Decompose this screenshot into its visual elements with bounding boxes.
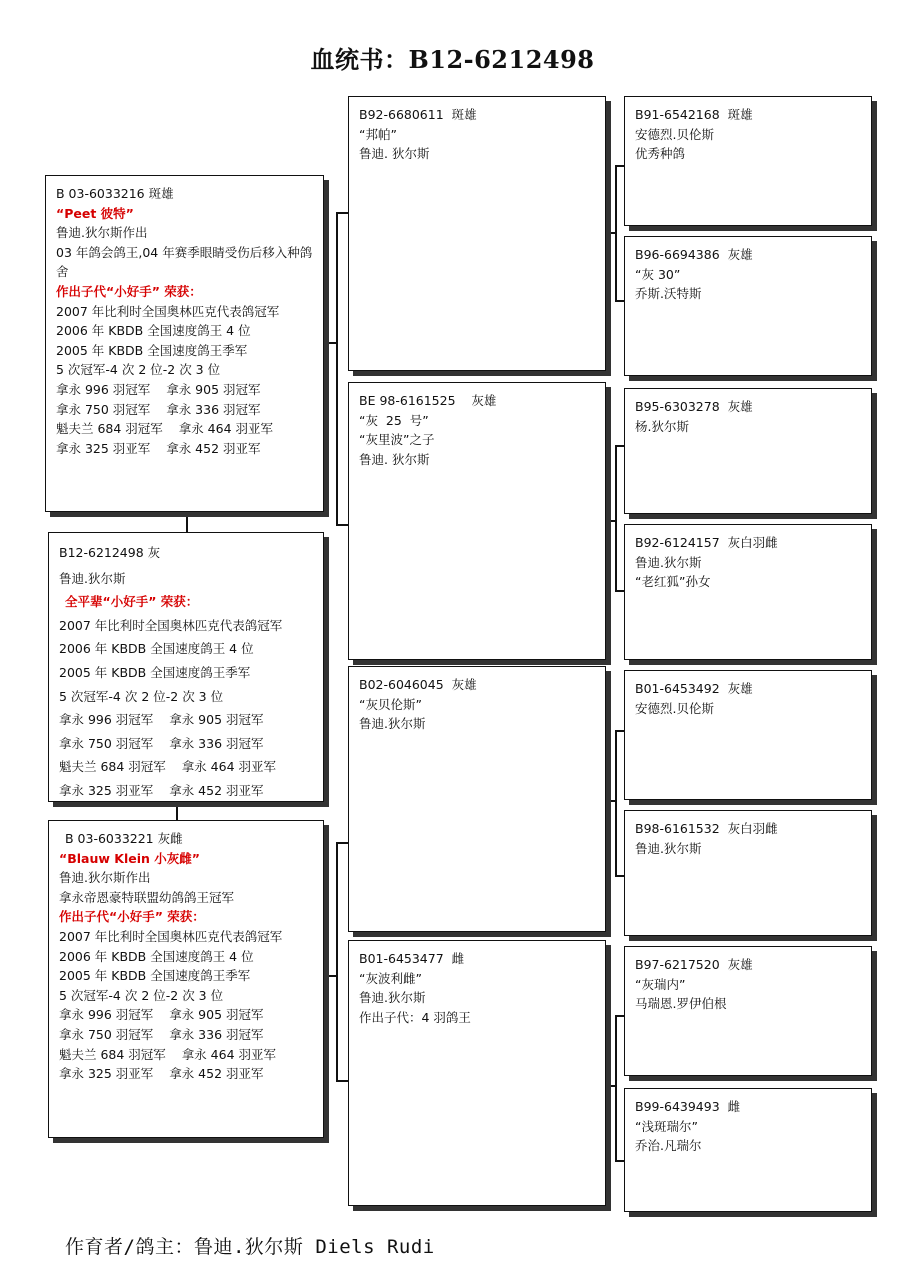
- award-line: 拿永 996 羽冠军 拿永 905 羽冠军: [56, 381, 261, 397]
- grandparent-card: [348, 666, 606, 932]
- info-line: 优秀种鸽: [635, 146, 686, 162]
- great-grandparent-card: [624, 524, 872, 660]
- award-line: 拿永 325 羽亚军 拿永 452 羽亚军: [56, 440, 261, 456]
- pigeon-id: BE 98-6161525 灰雄: [359, 393, 497, 408]
- connector-line: [615, 1160, 624, 1162]
- pigeon-id: B01-6453492 灰雄: [635, 681, 753, 696]
- great-grandparent-card: [624, 236, 872, 376]
- offspring-heading: 作出子代“小好手” 荣获：: [59, 909, 205, 925]
- connector-line: [615, 875, 624, 877]
- great-grandparent-card: [624, 96, 872, 226]
- great-grandparent-card: [624, 670, 872, 800]
- award-line: 拿永 996 羽冠军 拿永 905 羽冠军: [59, 712, 264, 728]
- info-line: “灰 25 号”: [359, 412, 429, 428]
- info-line: 鲁迪.狄尔斯: [635, 840, 702, 856]
- award-line: 2005 年 KBDB 全国速度鸽王季军: [56, 342, 248, 358]
- info-line: “灰波利雌”: [359, 970, 422, 986]
- info-line: 作出子代：4 羽鸽王: [359, 1009, 471, 1025]
- info-line: “浅斑瑞尔”: [635, 1118, 698, 1134]
- info-line: “灰瑞内”: [635, 976, 686, 992]
- pigeon-id: B91-6542168 斑雄: [635, 107, 753, 122]
- awards-heading: 全平辈“小好手” 荣获：: [65, 594, 199, 610]
- pigeon-id: B12-6212498 灰: [59, 545, 161, 560]
- connector-line: [615, 730, 617, 875]
- great-grandparent-card: [624, 810, 872, 936]
- connector-line: [615, 165, 617, 300]
- info-line: 鲁迪. 狄尔斯: [359, 146, 430, 162]
- info-line: 安德烈.贝伦斯: [635, 126, 714, 142]
- connector-line: [336, 212, 348, 214]
- pigeon-id: B96-6694386 灰雄: [635, 247, 753, 262]
- pigeon-id: B95-6303278 灰雄: [635, 399, 753, 414]
- award-line: 5 次冠军-4 次 2 位-2 次 3 位: [59, 987, 224, 1003]
- connector-line: [176, 802, 178, 820]
- connector-line: [615, 300, 624, 302]
- info-line: “邦帕”: [359, 126, 397, 142]
- note: 03 年鸽会鸽王,04 年赛季眼睛受伤后移入种鸽舍: [56, 244, 313, 280]
- connector-line: [606, 520, 615, 522]
- sire-card: [45, 175, 324, 512]
- connector-line: [615, 590, 624, 592]
- breeder: 鲁迪.狄尔斯作出: [59, 870, 151, 886]
- pigeon-id: B 03-6033216 斑雄: [56, 186, 174, 201]
- award-line: 2007 年比利时全国奥林匹克代表鸽冠军: [59, 928, 283, 944]
- connector-line: [615, 1015, 624, 1017]
- award-line: 2007 年比利时全国奥林匹克代表鸽冠军: [59, 617, 283, 633]
- award-line: 魁夫兰 684 羽冠军 拿永 464 羽亚军: [56, 421, 274, 437]
- award-line: 拿永 750 羽冠军 拿永 336 羽冠军: [59, 1026, 264, 1042]
- info-line: “灰贝伦斯”: [359, 696, 422, 712]
- pigeon-id: B98-6161532 灰白羽雌: [635, 821, 778, 836]
- info-line: 鲁迪. 狄尔斯: [359, 451, 430, 467]
- pigeon-id: B97-6217520 灰雄: [635, 957, 753, 972]
- great-grandparent-card: [624, 388, 872, 514]
- breeder: 鲁迪.狄尔斯作出: [56, 225, 148, 241]
- info-line: 马瑞恩.罗伊伯根: [635, 996, 727, 1012]
- connector-line: [615, 445, 624, 447]
- pigeon-id: B01-6453477 雌: [359, 951, 465, 966]
- connector-line: [336, 842, 338, 1080]
- connector-line: [615, 165, 624, 167]
- grandparent-card: [348, 940, 606, 1206]
- info-line: 鲁迪.狄尔斯: [359, 716, 426, 732]
- pigeon-name: “Blauw Klein 小灰雌”: [59, 850, 200, 866]
- info-line: 鲁迪.狄尔斯: [359, 990, 426, 1006]
- award-line: 2006 年 KBDB 全国速度鸽王 4 位: [59, 641, 254, 657]
- pigeon-id: B92-6680611 斑雄: [359, 107, 477, 122]
- award-line: 拿永 325 羽亚军 拿永 452 羽亚军: [59, 782, 264, 798]
- award-line: 2005 年 KBDB 全国速度鸽王季军: [59, 664, 251, 680]
- info-line: 乔斯.沃特斯: [635, 286, 702, 302]
- connector-line: [336, 1080, 348, 1082]
- award-line: 魁夫兰 684 羽冠军 拿永 464 羽亚军: [59, 1046, 277, 1062]
- connector-line: [615, 1015, 617, 1160]
- pigeon-id: B 03-6033221 灰雌: [65, 831, 183, 846]
- award-line: 拿永 325 羽亚军 拿永 452 羽亚军: [59, 1066, 264, 1082]
- grandparent-card: [348, 382, 606, 660]
- award-line: 2006 年 KBDB 全国速度鸽王 4 位: [56, 323, 251, 339]
- pedigree-title: 血统书：B12-6212498: [310, 45, 595, 74]
- pigeon-name: “Peet 彼特”: [56, 205, 134, 221]
- great-grandparent-card: [624, 946, 872, 1076]
- award-line: 2005 年 KBDB 全国速度鸽王季军: [59, 968, 251, 984]
- connector-line: [606, 232, 615, 234]
- connector-line: [615, 730, 624, 732]
- offspring-heading: 作出子代“小好手” 荣获：: [56, 283, 202, 299]
- grandparent-card: [348, 96, 606, 371]
- connector-line: [606, 800, 615, 802]
- award-line: 拿永 750 羽冠军 拿永 336 羽冠军: [59, 735, 264, 751]
- info-line: 安德烈.贝伦斯: [635, 700, 714, 716]
- info-line: 乔治.凡瑞尔: [635, 1138, 702, 1154]
- connector-line: [606, 1085, 615, 1087]
- award-line: 2006 年 KBDB 全国速度鸽王 4 位: [59, 948, 254, 964]
- award-line: 魁夫兰 684 羽冠军 拿永 464 羽亚军: [59, 759, 277, 775]
- connector-line: [324, 342, 336, 344]
- owner: 鲁迪.狄尔斯: [59, 570, 126, 586]
- connector-line: [324, 975, 336, 977]
- award-line: 2007 年比利时全国奥林匹克代表鸽冠军: [56, 303, 280, 319]
- subject-card: [48, 532, 324, 802]
- info-line: 鲁迪.狄尔斯: [635, 554, 702, 570]
- connector-line: [615, 445, 617, 590]
- info-line: “老红狐”孙女: [635, 574, 711, 590]
- award-line: 拿永 750 羽冠军 拿永 336 羽冠军: [56, 401, 261, 417]
- pigeon-id: B99-6439493 雌: [635, 1099, 741, 1114]
- info-line: “灰里波”之子: [359, 432, 435, 448]
- pigeon-id: B92-6124157 灰白羽雌: [635, 535, 778, 550]
- info-line: “灰 30”: [635, 266, 681, 282]
- dam-card: [48, 820, 324, 1138]
- note: 拿永帝恩豪特联盟幼鸽鸽王冠军: [59, 889, 235, 905]
- connector-line: [186, 512, 188, 532]
- great-grandparent-card: [624, 1088, 872, 1212]
- connector-line: [336, 842, 348, 844]
- award-line: 5 次冠军-4 次 2 位-2 次 3 位: [59, 688, 224, 704]
- connector-line: [336, 212, 338, 525]
- award-line: 5 次冠军-4 次 2 位-2 次 3 位: [56, 362, 221, 378]
- award-line: 拿永 996 羽冠军 拿永 905 羽冠军: [59, 1007, 264, 1023]
- info-line: 杨.狄尔斯: [635, 418, 689, 434]
- breeder-footer: 作育者/鸽主：鲁迪.狄尔斯 Diels Rudi: [65, 1236, 435, 1258]
- connector-line: [336, 524, 348, 526]
- pigeon-id: B02-6046045 灰雄: [359, 677, 477, 692]
